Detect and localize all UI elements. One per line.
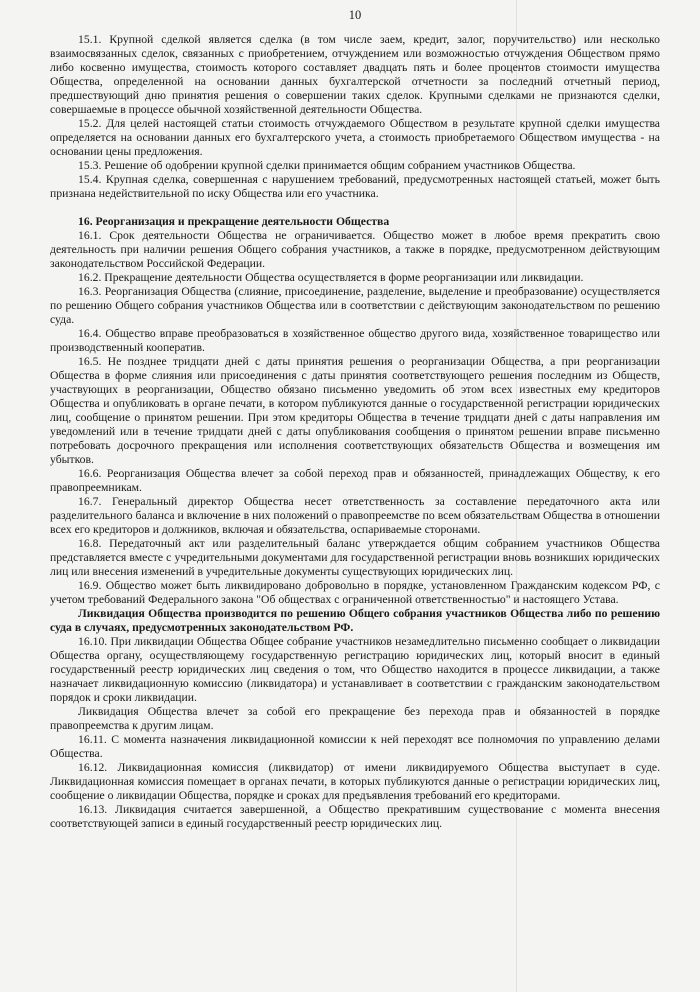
clause-15-1: 15.1. Крупной сделкой является сделка (в том числе заем, кредит, залог, поручительство) или несколько взаимосвязанных сделок, связанных с приобретением, отчуждением или возможностью отчуждения Обществом прямо либо косвенно имущества, стоимость которого составляет двадцать пять и более процентов стоимости имущества Общества, определенной на основании данных бухгалтерской отчетности за последний отчетный период, предшествующий дню принятия решения о совершении таких сделок. Крупными сделками не признаются сделки, совершаемые в процессе обычной хозяйственной деятельности Общества. [50, 33, 660, 116]
clause-16-7: 16.7. Генеральный директор Общества несет ответственность за составление передаточного акта или разделительного баланса и включение в них положений о правопреемстве по всем обязательствам Общества в отношении всех его кредиторов и должников, включая и обязательства, оспариваемые сторонами. [50, 495, 660, 536]
clause-16-12: 16.12. Ликвидационная комиссия (ликвидатор) от имени ликвидируемого Общества выступает в суде. Ликвидационная комиссия помещает в органах печати, в которых публикуются данные о регистрации юридических лиц, сообщение о ликвидации Общества, порядке и сроках для предъявления требований его кредиторами. [50, 761, 660, 802]
clause-16-13: 16.13. Ликвидация считается завершенной, а Общество прекратившим существование с момента внесения соответствующей записи в единый государственный реестр юридических лиц. [50, 803, 660, 830]
clause-16-10: 16.10. При ликвидации Общества Общее собрание участников незамедлительно письменно сообщает о ликвидации Общества органу, осуществляющему государственную регистрацию юридических лиц, который вносит в единый государственный реестр юридических лиц сведения о том, что Общество находится в процессе ликвидации, а также назначает ликвидационную комиссию (ликвидатора) и устанавливает в соответствии с гражданским законодательством порядок и сроки ликвидации. [50, 635, 660, 704]
clause-16-6: 16.6. Реорганизация Общества влечет за собой переход прав и обязанностей, принадлежащих Обществу, к его правопреемникам. [50, 467, 660, 494]
spacer [50, 201, 660, 215]
section-16-heading: 16. Реорганизация и прекращение деятельности Общества [78, 215, 390, 228]
clause-15-2: 15.2. Для целей настоящей статьи стоимость отчуждаемого Обществом в результате крупной сделки имущества определяется на основании данных его бухгалтерского учета, а стоимость приобретаемого Обществом имущества - на основании цены предложения. [50, 117, 660, 158]
clause-16-3: 16.3. Реорганизация Общества (слияние, присоединение, разделение, выделение и преобразование) осуществляется по решению Общего собрания участников Общества или в соответствии с действующим законодательством по решению суда. [50, 285, 660, 326]
clause-16-5: 16.5. Не позднее тридцати дней с даты принятия решения о реорганизации Общества, а при реорганизации Общества в форме слияния или присоединения с даты принятия соответствующего решения последним из Обществ, участвующих в реорганизации, Общество обязано письменно уведомить об этом всех известных ему кредиторов Общества и опубликовать в органе печати, в котором публикуются данные о государственной регистрации юридических лиц, сообщение о принятом решении. При этом кредиторы Общества в течение тридцати дней с даты направления им уведомлений или в течение тридцати дней с даты опубликования сообщения о принятом решении вправе письменно потребовать досрочного прекращения или исполнения соответствующих обязательств Общества и возмещения им убытков. [50, 355, 660, 466]
liquidation-bold-paragraph: Ликвидация Общества производится по решению Общего собрания участников Общества либо по решению суда в случаях, предусмотренных законодательством РФ. [50, 607, 660, 634]
clause-15-4: 15.4. Крупная сделка, совершенная с нарушением требований, предусмотренных настоящей статьей, может быть признана недействительной по иску Общества или его участника. [50, 173, 660, 200]
clause-16-11: 16.11. С момента назначения ликвидационной комиссии к ней переходят все полномочия по управлению делами Общества. [50, 733, 660, 760]
liquidation-effect-paragraph: Ликвидация Общества влечет за собой его прекращение без перехода прав и обязанностей в порядке правопреемства к другим лицам. [50, 705, 660, 732]
page-number: 10 [348, 8, 362, 22]
clause-16-8: 16.8. Передаточный акт или разделительный баланс утверждается общим собранием участников Общества представляется вместе с учредительными документами для государственной регистрации вновь возникших юридических лиц или внесения изменений в учредительные документы существующих юридических лиц. [50, 537, 660, 578]
scan-fold-line [516, 0, 517, 992]
clause-16-4: 16.4. Общество вправе преобразоваться в хозяйственное общество другого вида, хозяйственное товарищество или производственный кооператив. [50, 327, 660, 354]
clause-16-1: 16.1. Срок деятельности Общества не ограничивается. Общество может в любое время прекратить свою деятельность при наличии решения Общего собрания участников, а также в порядке, предусмотренном действующим законодательством Российской Федерации. [50, 229, 660, 270]
clause-15-3: 15.3. Решение об одобрении крупной сделки принимается общим собранием участников Общества. [78, 159, 576, 172]
clause-16-2: 16.2. Прекращение деятельности Общества осуществляется в форме реорганизации или ликвидации. [78, 271, 584, 284]
clause-16-9: 16.9. Общество может быть ликвидировано добровольно в порядке, установленном Гражданским кодексом РФ, с учетом требований Федерального закона "Об обществах с ограниченной ответственностью" и настоящего Устава. [50, 579, 660, 606]
